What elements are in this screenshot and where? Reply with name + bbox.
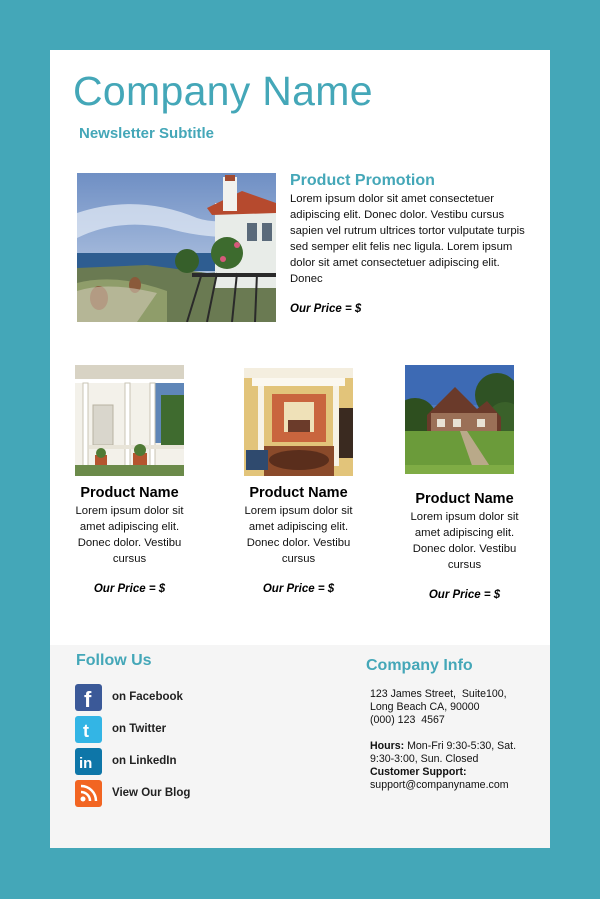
svg-text:t: t	[83, 721, 89, 741]
product-desc-2: Lorem ipsum dolor sit amet adipiscing elit. Donec dolor. Vestibu cursus	[244, 505, 353, 565]
footer	[50, 645, 550, 848]
promo-title[interactable]: Product Promotion	[290, 172, 435, 189]
svg-text:f: f	[84, 687, 92, 711]
linkedin-icon[interactable]	[75, 748, 102, 775]
address-line1: 123 James Street, Suite100,	[370, 688, 507, 700]
product-desc-3: Lorem ipsum dolor sit amet adipiscing elit. Donec dolor. Vestibu cursus	[410, 511, 519, 571]
svg-text:in: in	[79, 755, 93, 772]
social-link-blog[interactable]	[75, 780, 275, 808]
product-card-1	[67, 365, 192, 595]
product-name-3[interactable]: Product Name	[415, 491, 514, 507]
promo-image-villa[interactable]	[77, 173, 276, 322]
product-image-house[interactable]	[405, 365, 514, 474]
twitter-link-label[interactable]: on Twitter	[112, 723, 167, 735]
promo-price: Our Price = $	[290, 303, 362, 315]
linkedin-link-label[interactable]: on LinkedIn	[112, 755, 177, 767]
support-email[interactable]: support@companyname.com	[370, 779, 509, 791]
product-desc-1: Lorem ipsum dolor sit amet adipiscing elit. Donec dolor. Vestibu cursus	[75, 505, 184, 565]
company-info-block	[370, 688, 540, 792]
social-link-facebook[interactable]	[75, 684, 275, 712]
facebook-icon[interactable]	[75, 684, 102, 711]
facebook-link-label[interactable]: on Facebook	[112, 691, 183, 703]
hours	[370, 740, 540, 766]
support-label: Customer Support:	[370, 766, 467, 778]
product-image-porch[interactable]	[75, 365, 184, 476]
product-name-1[interactable]: Product Name	[80, 485, 179, 501]
company-name: Company Name	[73, 68, 373, 114]
promo-block	[290, 172, 535, 315]
rss-icon[interactable]	[75, 780, 102, 807]
product-image-interior[interactable]	[244, 368, 353, 476]
product-price-1: Our Price = $	[93, 583, 166, 595]
promo-body: Lorem ipsum dolor sit amet consectetuer adipiscing elit. Donec dolor. Vestibu cursus sapien vel rutrum ultrices tortor vulputate turpis sed semper elit felis nec ligula. Lorem ipsum dolor sit amet consectetuer adipiscing elit. Donec	[290, 193, 525, 285]
newsletter-sheet	[50, 50, 550, 848]
product-name-2[interactable]: Product Name	[249, 485, 348, 501]
social-link-linkedin[interactable]	[75, 748, 275, 776]
hours-value: Mon-Fri 9:30-5:30, Sat. 9:30-3:00, Sun. Closed	[370, 740, 517, 765]
blog-link-label[interactable]: View Our Blog	[112, 787, 191, 799]
product-card-3	[402, 365, 527, 601]
phone: (000) 123 4567	[370, 714, 445, 726]
product-price-3: Our Price = $	[428, 589, 501, 601]
company-info-title: Company Info	[366, 657, 473, 674]
address-line2: Long Beach CA, 90000	[370, 701, 480, 713]
hours-label: Hours:	[370, 740, 405, 752]
follow-us-title: Follow Us	[76, 652, 152, 669]
social-link-twitter[interactable]	[75, 716, 275, 744]
twitter-icon[interactable]	[75, 716, 102, 743]
newsletter-subtitle: Newsletter Subtitle	[79, 125, 215, 142]
product-price-2: Our Price = $	[262, 583, 335, 595]
product-card-2	[236, 368, 361, 595]
